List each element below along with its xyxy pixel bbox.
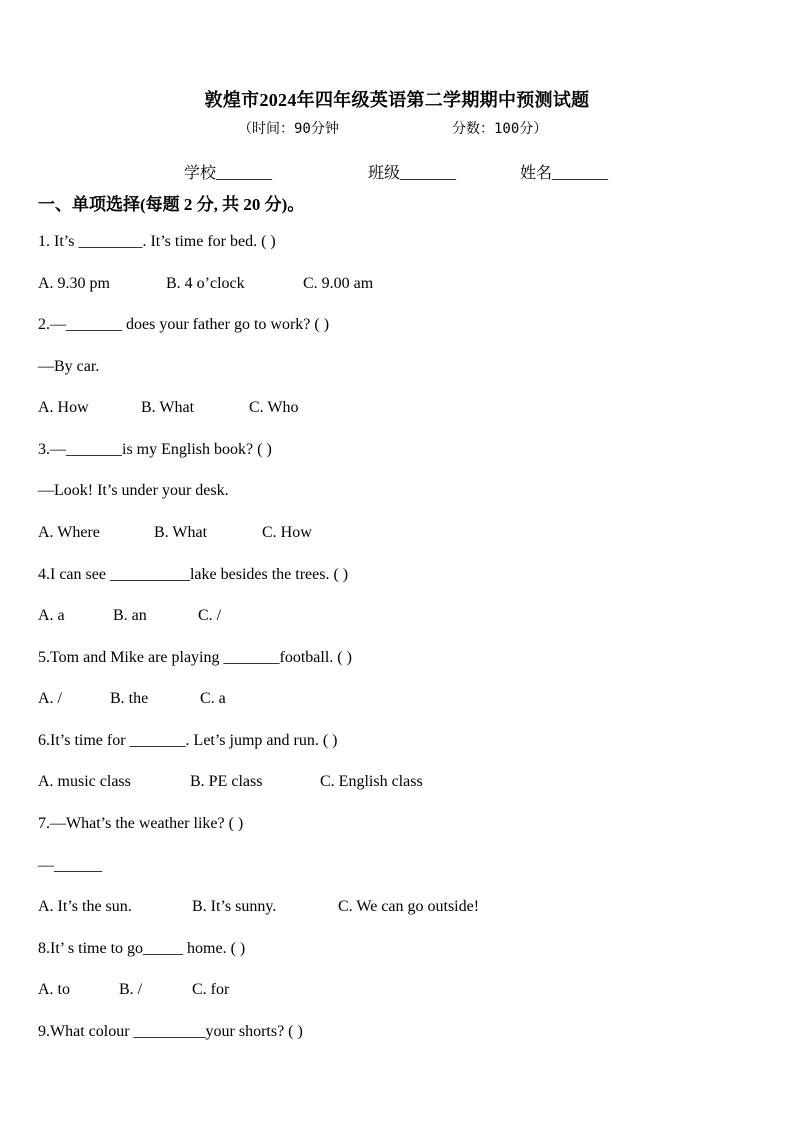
question-4-option-c: C. / <box>198 607 222 624</box>
question-7-option-a: A. It’s the sun. <box>38 898 132 915</box>
question-1-option-b: B. 4 o’clock <box>166 275 245 292</box>
question-4-stem: 4.I can see __________lake besides the trees. ( ) <box>38 566 349 583</box>
question-8-option-a: A. to <box>38 981 70 998</box>
question-1-option-a: A. 9.30 pm <box>38 275 110 292</box>
question-2-option-b: B. What <box>141 399 195 416</box>
question-5-option-c: C. a <box>200 690 226 707</box>
question-2-option-c: C. Who <box>249 399 299 416</box>
question-6-option-a: A. music class <box>38 773 131 790</box>
question-6-stem: 6.It’s time for _______. Let’s jump and run. ( ) <box>38 732 338 749</box>
exam-score: 分数：100分） <box>452 121 548 137</box>
question-8-stem: 8.It’ s time to go_____ home. ( ) <box>38 940 246 957</box>
question-5-option-a: A. / <box>38 690 62 707</box>
section-heading: 一、单项选择(每题 2 分, 共 20 分)。 <box>38 195 305 214</box>
question-3-stem: 3.—_______is my English book? ( ) <box>38 441 272 458</box>
question-3-option-c: C. How <box>262 524 312 541</box>
question-7-stem: 7.—What’s the weather like? ( ) <box>38 815 244 832</box>
question-2-option-a: A. How <box>38 399 89 416</box>
question-8-option-b: B. / <box>119 981 143 998</box>
question-3-reply: —Look! It’s under your desk. <box>38 482 229 499</box>
question-2-stem: 2.—_______ does your father go to work? ( ) <box>38 316 330 333</box>
question-9-stem: 9.What colour _________your shorts? ( ) <box>38 1023 303 1040</box>
class-field: 班级_______ <box>368 165 457 182</box>
question-6-option-b: B. PE class <box>190 773 263 790</box>
page-title: 敦煌市2024年四年级英语第二学期期中预测试题 <box>204 90 590 110</box>
question-3-option-a: A. Where <box>38 524 100 541</box>
question-1-stem: 1. It’s ________. It’s time for bed. ( ) <box>38 233 276 250</box>
question-7-option-c: C. We can go outside! <box>338 898 480 915</box>
question-8-option-c: C. for <box>192 981 230 998</box>
question-4-option-a: A. a <box>38 607 65 624</box>
question-7-reply: —______ <box>38 857 102 874</box>
exam-time: （时间：90分钟 <box>238 121 339 137</box>
question-7-option-b: B. It’s sunny. <box>192 898 277 915</box>
question-3-option-b: B. What <box>154 524 208 541</box>
question-1-option-c: C. 9.00 am <box>303 275 374 292</box>
question-5-stem: 5.Tom and Mike are playing _______football. ( ) <box>38 649 352 666</box>
name-field: 姓名_______ <box>520 165 609 182</box>
question-5-option-b: B. the <box>110 690 149 707</box>
school-field: 学校_______ <box>184 165 273 182</box>
question-6-option-c: C. English class <box>320 773 423 790</box>
question-4-option-b: B. an <box>113 607 147 624</box>
question-2-reply: —By car. <box>38 358 100 375</box>
